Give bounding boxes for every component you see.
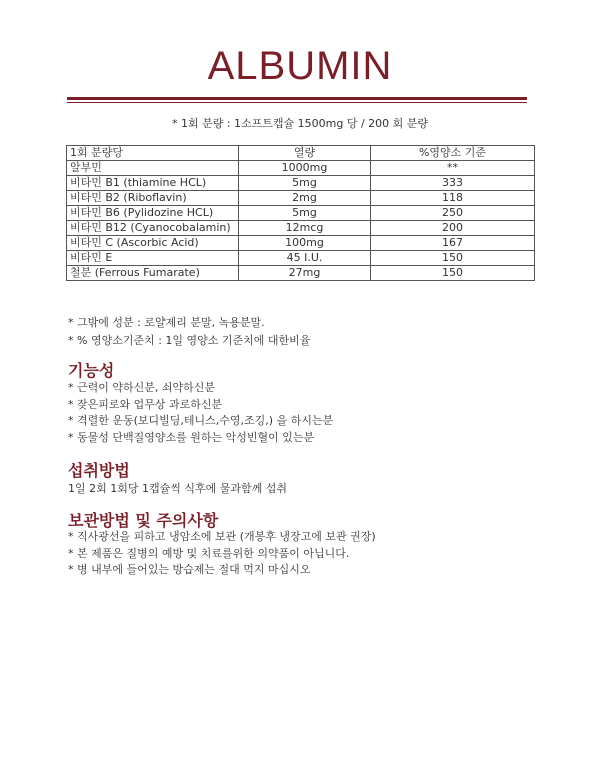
header-serving: 1회 분량당 bbox=[67, 146, 239, 161]
nutrition-table bbox=[66, 145, 535, 281]
table-row bbox=[67, 176, 535, 191]
nutrient-name: 철분 (Ferrous Fumarate) bbox=[67, 266, 239, 281]
list-item: * 직사광선을 피하고 냉암소에 보관 (개봉후 냉장고에 보관 권장) bbox=[68, 530, 376, 543]
table-header-row bbox=[67, 146, 535, 161]
serving-info: * 1회 분량 : 1소프트캡슐 1500mg 당 / 200 회 분량 bbox=[171, 117, 429, 130]
nutrient-daily-value: 250 bbox=[371, 206, 535, 221]
nutrient-name: 비타민 B12 (Cyanocobalamin) bbox=[67, 221, 239, 236]
nutrient-amount: 100mg bbox=[239, 236, 371, 251]
list-item: * 본 제품은 질병의 예방 및 치료를위한 의약품이 아닙니다. bbox=[68, 546, 350, 560]
table-row bbox=[67, 266, 535, 281]
header-daily-value: %영양소 기준 bbox=[371, 146, 535, 161]
intake-heading: 섭취방법 bbox=[68, 461, 130, 480]
table-row bbox=[67, 206, 535, 221]
header-amount: 열량 bbox=[239, 146, 371, 161]
footnotes bbox=[68, 314, 310, 350]
nutrient-daily-value: 200 bbox=[371, 221, 535, 236]
title-underline-thin bbox=[67, 102, 527, 103]
intake-text: 1일 2회 1회당 1캡슐씩 식후에 물과함께 섭취 bbox=[68, 482, 287, 495]
nutrient-amount: 12mcg bbox=[239, 221, 371, 236]
table-row bbox=[67, 251, 535, 266]
nutrient-amount: 5mg bbox=[239, 176, 371, 191]
function-list bbox=[68, 380, 333, 446]
table-row bbox=[67, 161, 535, 176]
storage-list bbox=[68, 529, 376, 579]
nutrient-daily-value: 150 bbox=[371, 266, 535, 281]
nutrient-name: 비타민 B2 (Riboflavin) bbox=[67, 191, 239, 206]
footnote-daily-value: * % 영양소기준치 : 1일 영양소 기준치에 대한비율 bbox=[68, 334, 311, 347]
nutrient-name: 비타민 B1 (thiamine HCL) bbox=[67, 176, 239, 191]
list-item: * 잦은피로와 업무상 과로하신분 bbox=[68, 397, 223, 411]
nutrient-daily-value: 167 bbox=[371, 236, 535, 251]
list-item: * 동물성 단백질영양소를 원하는 악성빈혈이 있는분 bbox=[68, 430, 315, 444]
list-item: * 근력이 약하신분, 쇠약하신분 bbox=[68, 381, 215, 394]
nutrient-daily-value: 150 bbox=[371, 251, 535, 266]
table-row bbox=[67, 236, 535, 251]
nutrient-amount: 5mg bbox=[239, 206, 371, 221]
table-row bbox=[67, 221, 535, 236]
nutrient-name: 비타민 C (Ascorbic Acid) bbox=[67, 236, 239, 251]
nutrient-amount: 27mg bbox=[239, 266, 371, 281]
nutrient-amount: 2mg bbox=[239, 191, 371, 206]
title-underline-thick bbox=[67, 97, 527, 100]
nutrient-daily-value: 118 bbox=[371, 191, 535, 206]
product-title: ALBUMIN bbox=[207, 44, 393, 88]
table-row bbox=[67, 191, 535, 206]
nutrient-daily-value: 333 bbox=[371, 176, 535, 191]
list-item: * 병 내부에 들어있는 방습제는 절대 먹지 마십시오 bbox=[68, 563, 311, 576]
nutrient-amount: 1000mg bbox=[239, 161, 371, 176]
list-item: * 격렬한 운동(보디빌딩,테니스,수영,조깅,) 을 하시는분 bbox=[68, 414, 334, 427]
nutrient-name: 비타민 E bbox=[67, 251, 239, 266]
footnote-other-ingredients: * 그밖에 성분 : 로얄제리 분말, 녹용분말. bbox=[68, 316, 265, 329]
function-heading: 기능성 bbox=[68, 361, 115, 380]
nutrient-daily-value: ** bbox=[371, 161, 535, 176]
nutrient-name: 비타민 B6 (Pylidozine HCL) bbox=[67, 206, 239, 221]
storage-heading: 보관방법 및 주의사항 bbox=[68, 511, 219, 530]
nutrient-name: 알부민 bbox=[67, 161, 239, 176]
nutrient-amount: 45 I.U. bbox=[239, 251, 371, 266]
